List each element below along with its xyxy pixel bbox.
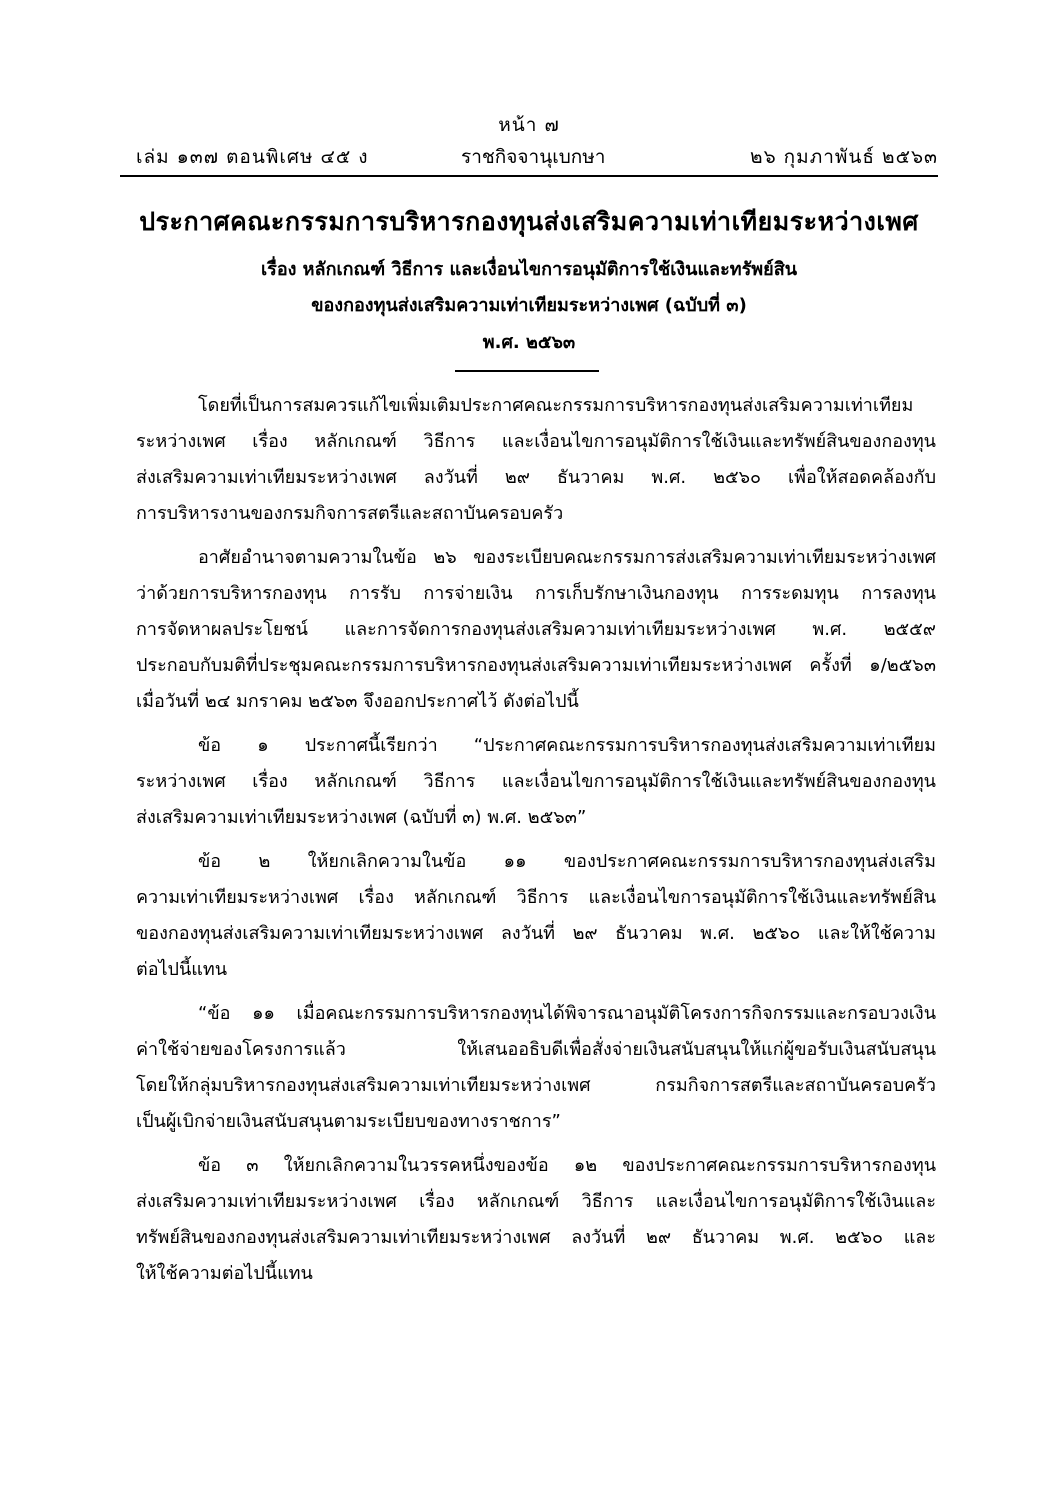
gazette-header [136, 142, 938, 170]
body-line: ว่าด้วยการบริหารกองทุน การรับ การจ่ายเงิน การเก็บรักษาเงินกองทุน การระดมทุน การลงทุน [136, 583, 936, 604]
body-line: ทรัพย์สินของกองทุนส่งเสริมความเท่าเทียมระหว่างเพศ ลงวันที่ ๒๙ ธันวาคม พ.ศ. ๒๕๖๐ และ [136, 1227, 936, 1248]
clause-1: ข้อ ๑ ประกาศนี้เรียกว่า “ประกาศคณะกรรมการบริหารกองทุนส่งเสริมความเท่าเทียม [198, 735, 936, 756]
body-line: โดยที่เป็นการสมควรแก้ไขเพิ่มเติมประกาศคณะกรรมการบริหารกองทุนส่งเสริมความเท่าเทียม [198, 395, 914, 416]
clause-2: ข้อ ๒ ให้ยกเลิกความในข้อ ๑๑ ของประกาศคณะกรรมการบริหารกองทุนส่งเสริม [198, 851, 936, 872]
header-divider [120, 175, 938, 177]
body-line: ของกองทุนส่งเสริมความเท่าเทียมระหว่างเพศ ลงวันที่ ๒๙ ธันวาคม พ.ศ. ๒๕๖๐ และให้ใช้ความ [136, 923, 936, 944]
body-line: ส่งเสริมความเท่าเทียมระหว่างเพศ (ฉบับที่ ๓) พ.ศ. ๒๕๖๓” [136, 807, 587, 828]
announcement-title: ประกาศคณะกรรมการบริหารกองทุนส่งเสริมความเท่าเทียมระหว่างเพศ [139, 207, 919, 236]
volume-issue: เล่ม ๑๓๗ ตอนพิเศษ ๔๕ ง [136, 146, 369, 168]
announcement-subject-line-2: ของกองทุนส่งเสริมความเท่าเทียมระหว่างเพศ (ฉบับที่ ๓) [311, 295, 747, 316]
clause-3: ข้อ ๓ ให้ยกเลิกความในวรรคหนึ่งของข้อ ๑๒ ของประกาศคณะกรรมการบริหารกองทุน [198, 1155, 936, 1176]
body-line: การบริหารงานของกรมกิจการสตรีและสถาบันครอบครัว [136, 503, 564, 524]
body-line: ระหว่างเพศ เรื่อง หลักเกณฑ์ วิธีการ และเงื่อนไขการอนุมัติการใช้เงินและทรัพย์สินของกองทุน [136, 771, 936, 792]
body-line: การจัดหาผลประโยชน์ และการจัดการกองทุนส่งเสริมความเท่าเทียมระหว่างเพศ พ.ศ. ๒๕๕๙ [136, 619, 936, 640]
body-line: ต่อไปนี้แทน [136, 959, 228, 980]
publication-date: ๒๖ กุมภาพันธ์ ๒๕๖๓ [750, 146, 938, 168]
announcement-subject-line-1: เรื่อง หลักเกณฑ์ วิธีการ และเงื่อนไขการอนุมัติการใช้เงินและทรัพย์สิน [261, 259, 797, 280]
body-line: เมื่อวันที่ ๒๔ มกราคม ๒๕๖๓ จึงออกประกาศไว้ ดังต่อไปนี้ [136, 691, 579, 712]
body-line: ส่งเสริมความเท่าเทียมระหว่างเพศ ลงวันที่ ๒๙ ธันวาคม พ.ศ. ๒๕๖๐ เพื่อให้สอดคล้องกับ [136, 467, 936, 488]
body-line: ความเท่าเทียมระหว่างเพศ เรื่อง หลักเกณฑ์ วิธีการ และเงื่อนไขการอนุมัติการใช้เงินและทรัพย์สิน [136, 887, 936, 908]
announcement-year: พ.ศ. ๒๕๖๓ [482, 332, 576, 353]
title-divider [455, 370, 599, 372]
body-line: ส่งเสริมความเท่าเทียมระหว่างเพศ เรื่อง หลักเกณฑ์ วิธีการ และเงื่อนไขการอนุมัติการใช้เงินและ [136, 1191, 936, 1212]
body-line: ค่าใช้จ่ายของโครงการแล้ว ให้เสนออธิบดีเพื่อสั่งจ่ายเงินสนับสนุนให้แก่ผู้ขอรับเงินสนับสนุน [136, 1039, 936, 1060]
quoted-clause-11: “ข้อ ๑๑ เมื่อคณะกรรมการบริหารกองทุนได้พิจารณาอนุมัติโครงการกิจกรรมและกรอบวงเงิน [198, 1003, 936, 1024]
page-number: หน้า ๗ [498, 114, 560, 136]
body-line: เป็นผู้เบิกจ่ายเงินสนับสนุนตามระเบียบของทางราชการ” [136, 1111, 561, 1132]
body-line: อาศัยอำนาจตามความในข้อ ๒๖ ของระเบียบคณะกรรมการส่งเสริมความเท่าเทียมระหว่างเพศ [198, 547, 936, 568]
body-line: ประกอบกับมติที่ประชุมคณะกรรมการบริหารกองทุนส่งเสริมความเท่าเทียมระหว่างเพศ ครั้งที่ ๑/๒๕๖๓ [136, 655, 936, 676]
publication-name: ราชกิจจานุเบกษา [461, 146, 606, 168]
body-line: ระหว่างเพศ เรื่อง หลักเกณฑ์ วิธีการ และเงื่อนไขการอนุมัติการใช้เงินและทรัพย์สินของกองทุน [136, 431, 936, 452]
body-line: โดยให้กลุ่มบริหารกองทุนส่งเสริมความเท่าเทียมระหว่างเพศ กรมกิจการสตรีและสถาบันครอบครัว [136, 1075, 936, 1096]
body-line: ให้ใช้ความต่อไปนี้แทน [136, 1263, 313, 1284]
